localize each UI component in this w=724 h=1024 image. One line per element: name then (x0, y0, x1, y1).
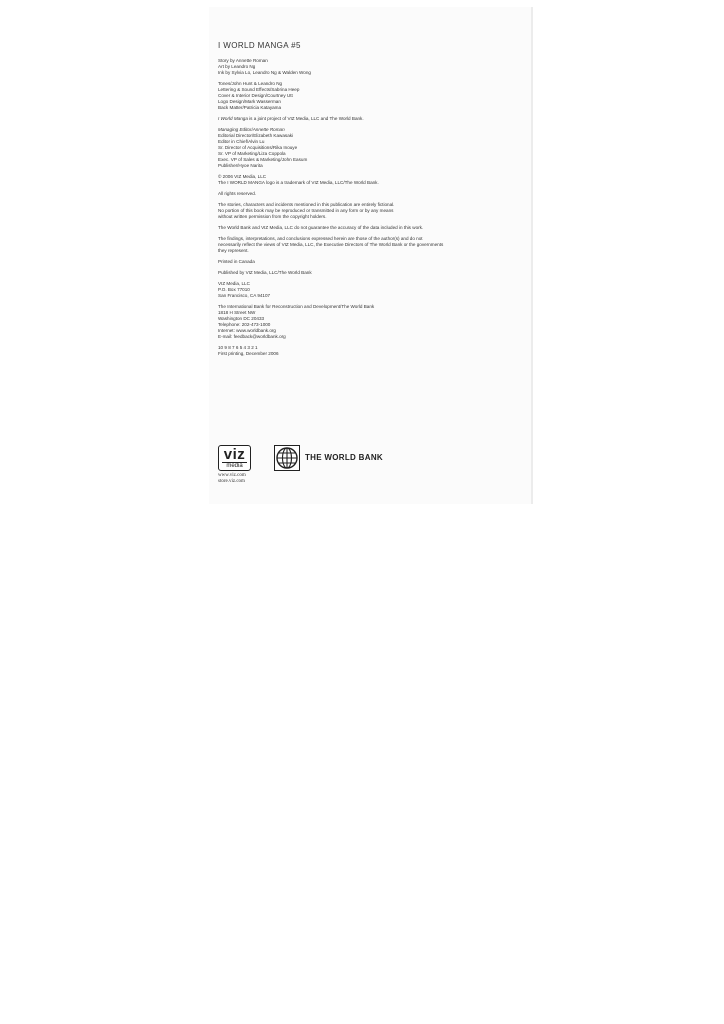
page-content (218, 41, 518, 362)
publisher-logos (218, 445, 518, 485)
findings-line: they represent. (218, 248, 249, 253)
address-line: 1818 H Street NW (218, 310, 256, 315)
copyright-line: © 2006 VIZ Media, LLC (218, 174, 267, 179)
published-line: Published by VIZ Media, LLC/The World Bank (218, 270, 312, 275)
copyright-line: The I WORLD MANGA logo is a trademark of VIZ Media, LLC/The World Bank. (218, 180, 379, 185)
production-line: Tones/John Hunt & Leandro Ng (218, 81, 283, 86)
rights-line: All rights reserved. (218, 191, 257, 196)
accuracy-block (218, 225, 518, 231)
credits-block (218, 58, 518, 76)
joint-text: is a joint project of VIZ Media, LLC and The World Bank. (247, 116, 364, 121)
rights-block (218, 191, 518, 197)
credit-line: Story by Annette Roman (218, 58, 268, 63)
production-line: Logo Design/Mark Wasserman (218, 99, 281, 104)
credit-line: Ink by Sylvia Lo, Leandro Ng & Walden Wong (218, 70, 311, 75)
address-line: Washington DC 20433 (218, 316, 265, 321)
address-line: VIZ Media, LLC (218, 281, 250, 286)
address-line: E-mail: feedback@worldbank.org (218, 334, 286, 339)
staff-block (218, 127, 518, 169)
viz-address-block (218, 281, 518, 299)
fiction-block (218, 202, 518, 220)
fiction-line: The stories, characters and incidents mentioned in this publication are entirely fictional. (218, 202, 395, 207)
staff-line: Editorial Director/Elizabeth Kawasaki (218, 133, 294, 138)
staff-line: Exec. VP of Sales & Marketing/John Easum (218, 157, 308, 162)
viz-store-url: store.viz.com (218, 479, 245, 484)
address-line: San Francisco, CA 94107 (218, 293, 271, 298)
copyright-block (218, 174, 518, 186)
viz-logo-subtitle: media (222, 462, 247, 470)
address-line: Telephone: 202-473-1000 (218, 322, 271, 327)
production-line: Cover & Interior Design/Courtney Utt (218, 93, 293, 98)
viz-logo-wordmark: viz (223, 446, 246, 463)
credit-line: Art by Leandro Ng (218, 64, 256, 69)
findings-line: The findings, interpretations, and conclusions expressed herein are those of the author(s) and do not (218, 236, 423, 241)
staff-line: Publisher/Hyoe Narita (218, 163, 263, 168)
viz-url: www.viz.com (218, 473, 246, 478)
printing-line: First printing, December 2006 (218, 351, 279, 356)
printing-line: 10 9 8 7 6 5 4 3 2 1 (218, 345, 258, 350)
production-line: Lettering & Sound Effects/Sabrina Heep (218, 87, 300, 92)
viz-media-logo (218, 445, 251, 471)
fiction-line: without written permission from the copyright holders. (218, 214, 327, 219)
staff-line: Editor in Chief/Alvin Lu (218, 139, 265, 144)
copyright-page (209, 7, 533, 504)
production-line: Back Matter/Patricia Katayama (218, 105, 282, 110)
findings-block (218, 236, 518, 254)
printed-block (218, 259, 518, 265)
findings-line: necessarily reflect the views of VIZ Media, LLC, the Executive Directors of The World Bank or the governments (218, 242, 444, 247)
joint-project-note (218, 116, 518, 122)
published-block (218, 270, 518, 276)
staff-line: Sr. VP of Marketing/Liza Coppola (218, 151, 286, 156)
accuracy-line: The World Bank and VIZ Media, LLC do not guarantee the accuracy of the data included in this work. (218, 225, 424, 230)
series-name: I World Manga (218, 116, 248, 121)
printed-line: Printed in Canada (218, 259, 255, 264)
fiction-line: No portion of this book may be reproduced or transmitted in any form or by any means (218, 208, 394, 213)
address-line: The International Bank for Reconstruction and Development/The World Bank (218, 304, 375, 309)
staff-line: Sr. Director of Acquisitions/Rika Inouye (218, 145, 298, 150)
wb-address-block (218, 304, 518, 340)
printing-block (218, 345, 518, 357)
staff-line: Managing Editor/Annette Roman (218, 127, 285, 132)
world-bank-wordmark: THE WORLD BANK (305, 453, 383, 462)
address-line: Internet: www.worldbank.org (218, 328, 276, 333)
production-block (218, 81, 518, 111)
world-bank-globe-icon (274, 445, 300, 471)
book-title: I WORLD MANGA #5 (218, 41, 301, 50)
address-line: P.O. Box 77010 (218, 287, 250, 292)
